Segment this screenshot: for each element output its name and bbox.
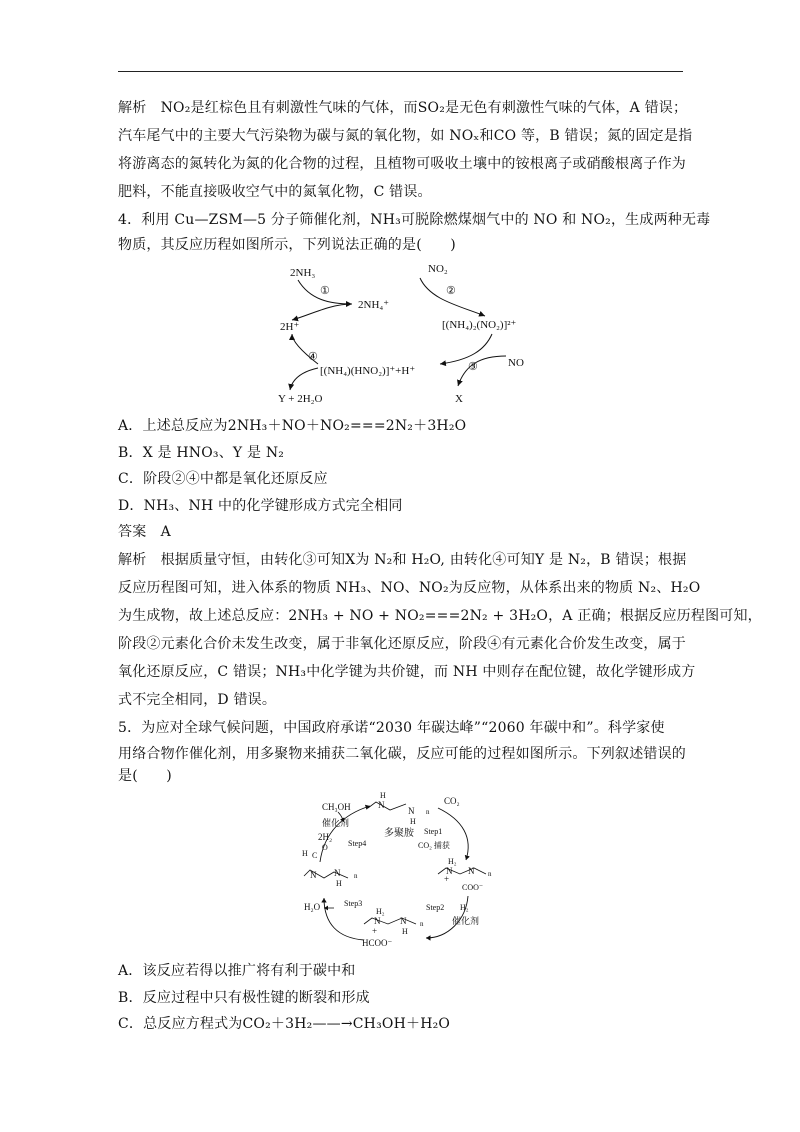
- o-atom: O: [322, 843, 328, 852]
- analysis-line: 解析 NO₂是红棕色且有刺激性气味的气体，而SO₂是无色有刺激性气味的气体，A 错误；: [118, 100, 688, 116]
- question-5-stem: 是( ): [118, 768, 172, 784]
- h2-label: H₂: [376, 907, 385, 916]
- label-step4: Step4: [348, 839, 367, 848]
- polymer-chain: [364, 918, 416, 924]
- label-ch3oh: CH₃OH: [322, 802, 351, 812]
- arrow-step2: [420, 278, 485, 316]
- analysis-line: 肥料，不能直接吸收空气中的氮氧化物，C 错误。: [118, 184, 432, 200]
- polymer-chain: [368, 802, 406, 810]
- option-d: D．NH₃、NH 中的化学键形成方式完全相同: [118, 498, 403, 514]
- arrow-step4-out: [290, 368, 318, 390]
- label-2nh3: 2NH₃: [290, 267, 316, 279]
- n-atom: N: [408, 806, 415, 816]
- n-atom: N: [334, 868, 341, 878]
- subscript-n: n: [488, 870, 492, 878]
- arrow-to-complex2: [440, 334, 492, 364]
- step-1-label: ①: [320, 285, 330, 297]
- question-5-stem: 5．为应对全球气候问题，中国政府承诺“2030 年碳达峰”“2060 年碳中和”。科学家使: [118, 720, 665, 736]
- label-2h-plus: 2H⁺: [280, 321, 300, 333]
- label-x: X: [455, 393, 463, 405]
- plus-sign: +: [444, 874, 450, 884]
- option-c: C．阶段②④中都是氧化还原反应: [118, 471, 328, 487]
- label-h2-right: H₂: [460, 903, 469, 912]
- n-atom: N: [446, 866, 453, 876]
- question-4-stem: 4．利用 Cu—ZSM—5 分子筛催化剂，NH₃可脱除燃煤烟气中的 NO 和 NO₂，生成两种无毒: [118, 212, 711, 228]
- answer-line: 答案 A: [118, 524, 171, 540]
- label-complex1: [(NH₄)₂(NO₂)]²⁺: [442, 319, 517, 331]
- n-atom: N: [374, 916, 381, 926]
- subscript-n: n: [354, 872, 358, 880]
- option-a: A．该反应若得以推广将有利于碳中和: [118, 963, 356, 979]
- arrow-step1: [438, 808, 468, 860]
- analysis-line: 解析 根据质量守恒，由转化③可知X为 N₂和 H₂O, 由转化④可知Y 是 N₂，B 错误；根据: [118, 552, 687, 568]
- label-step1: Step1: [424, 827, 443, 836]
- analysis-line: 为生成物，故上述总反应：2NH₃ + NO + NO₂===2N₂ + 3H₂O，A 正确；根据反应历程图可知，: [118, 608, 762, 624]
- label-step2: Step2: [426, 903, 445, 912]
- arrow-step1-out: [292, 304, 352, 320]
- subscript-n: n: [426, 808, 430, 816]
- label-co2: CO₂: [444, 796, 460, 806]
- option-c: C．总反应方程式为CO₂＋3H₂——→CH₃OH＋H₂O: [118, 1016, 451, 1032]
- header-rule: [118, 71, 683, 72]
- label-y: Y + 2H₂O: [278, 393, 323, 405]
- label-no2: NO₂: [428, 263, 448, 275]
- label-coo: COO⁻: [462, 883, 484, 892]
- h-atom: H: [302, 849, 308, 858]
- step-2-label: ②: [446, 285, 456, 297]
- reaction-cycle-diagram: [270, 260, 560, 410]
- option-a: A．上述总反应为2NH₃＋NO＋NO₂===2N₂＋3H₂O: [118, 418, 467, 434]
- co2-capture-diagram: [298, 788, 498, 950]
- h2-label: H₂: [448, 857, 457, 866]
- h-atom: H: [380, 791, 386, 800]
- label-no: NO: [508, 357, 524, 369]
- label-catalyst2: 催化剂: [452, 916, 480, 926]
- h-atom: H: [336, 879, 342, 888]
- label-catalyst1: 催化剂: [322, 818, 350, 828]
- question-5-stem: 用络合物作催化剂，用多聚物来捕获二氧化碳，反应可能的过程如图所示。下列叙述错误的: [118, 746, 686, 762]
- n-atom: N: [468, 866, 475, 876]
- analysis-line: 式不完全相同，D 错误。: [118, 692, 277, 708]
- analysis-line: 阶段②元素化合价未发生改变，属于非氧化还原反应，阶段④有元素化合价发生改变，属于: [118, 636, 686, 652]
- question-4-stem: 物质，其反应历程如图所示，下列说法正确的是( ): [118, 237, 456, 253]
- option-b: B．X 是 HNO₃、Y 是 N₂: [118, 445, 285, 461]
- h-atom: H: [410, 817, 416, 826]
- plus-sign: +: [372, 926, 378, 936]
- arrow-step3: [458, 356, 506, 386]
- subscript-n: n: [420, 920, 424, 928]
- analysis-line: 反应历程图可知，进入体系的物质 NH₃、NO、NO₂为反应物，从体系出来的物质 N₂、H₂O: [118, 580, 701, 596]
- step-3-label: ③: [468, 361, 478, 373]
- label-2h2: 2H₂: [318, 832, 333, 842]
- step-4-label: ④: [308, 351, 318, 363]
- label-hcoo: HCOO⁻: [362, 938, 393, 948]
- label-h2o: H₂O: [304, 902, 321, 912]
- label-capture: CO₂ 捕获: [418, 841, 450, 850]
- c-atom: C: [312, 851, 318, 860]
- analysis-line: 氧化还原反应，C 错误；NH₃中化学键为共价键，而 NH 中则存在配位键，故化学键形成方: [118, 664, 696, 680]
- analysis-line: 将游离态的氮转化为氮的化合物的过程，且植物可吸收土壤中的铵根离子或硝酸根离子作为: [118, 156, 686, 172]
- n-atom: N: [310, 870, 317, 880]
- option-b: B．反应过程中只有极性键的断裂和形成: [118, 990, 370, 1006]
- label-step3: Step3: [344, 899, 363, 908]
- analysis-line: 汽车尾气中的主要大气污染物为碳与氮的氧化物，如 NOₓ和CO 等，B 错误；氮的固定是指: [118, 128, 693, 144]
- n-atom: N: [400, 916, 407, 926]
- label-2nh4: 2NH₄⁺: [358, 299, 390, 311]
- n-atom: N: [378, 800, 385, 810]
- label-complex2: [(NH₄)(HNO₂)]⁺+H⁺: [320, 365, 416, 377]
- label-polyamine: 多聚胺: [384, 828, 414, 839]
- h-atom: H: [402, 927, 408, 936]
